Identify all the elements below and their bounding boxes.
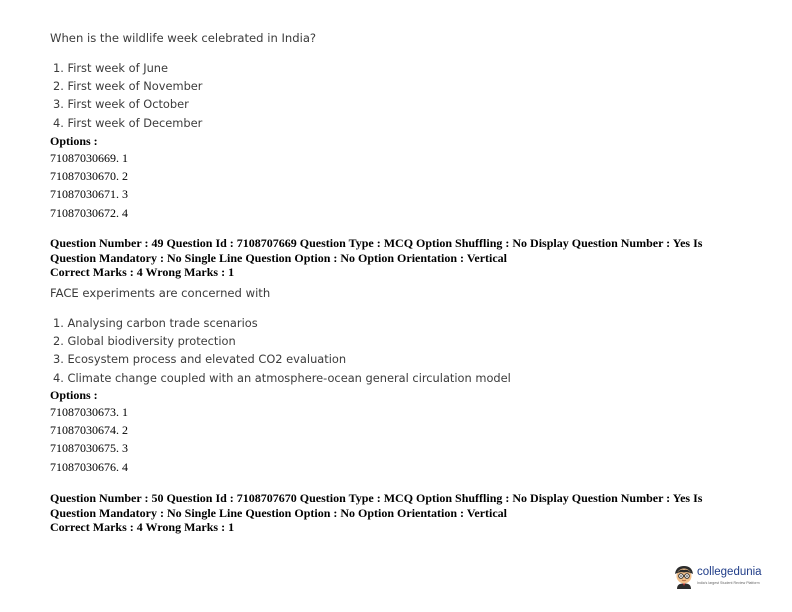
meta-line: Question Number : 50 Question Id : 7108707670 Question Type : MCQ Option Shuffling : No Display Question Number : Yes Is xyxy=(50,491,703,505)
option-id-list xyxy=(50,403,128,476)
student-mascot-icon xyxy=(672,564,696,590)
question-meta xyxy=(50,236,750,280)
choice-item: 3. Ecosystem process and elevated CO2 evaluation xyxy=(53,352,347,367)
option-id-item: 71087030671. 3 xyxy=(50,187,128,202)
choice-item: 2. Global biodiversity protection xyxy=(53,334,236,349)
options-label: Options : xyxy=(50,134,98,148)
question-meta xyxy=(50,491,750,535)
meta-line: Question Mandatory : No Single Line Question Option : No Option Orientation : Vertical xyxy=(50,505,508,520)
choice-list xyxy=(53,314,511,387)
option-id-item: 71087030675. 3 xyxy=(50,441,128,456)
choice-item: 4. First week of December xyxy=(53,115,203,130)
choice-item: 4. Climate change coupled with an atmosphere-ocean general circulation model xyxy=(53,370,511,385)
meta-line: Question Mandatory : No Single Line Question Option : No Option Orientation : Vertical xyxy=(50,250,508,265)
option-id-item: 71087030674. 2 xyxy=(50,423,128,438)
logo-wordmark: collegedunia xyxy=(697,566,762,578)
choice-item: 2. First week of November xyxy=(53,79,203,94)
option-id-item: 71087030670. 2 xyxy=(50,169,128,184)
marks-line: Correct Marks : 4 Wrong Marks : 1 xyxy=(50,265,235,280)
question-text: When is the wildlife week celebrated in India? xyxy=(50,31,317,45)
choice-item: 3. First week of October xyxy=(53,97,189,112)
options-label: Options : xyxy=(50,388,98,402)
choice-item: 1. Analysing carbon trade scenarios xyxy=(53,316,258,330)
option-id-item: 71087030676. 4 xyxy=(50,459,128,474)
question-text: FACE experiments are concerned with xyxy=(50,286,271,300)
option-id-item: 71087030672. 4 xyxy=(50,205,128,220)
choice-item: 1. First week of June xyxy=(53,61,169,75)
marks-line: Correct Marks : 4 Wrong Marks : 1 xyxy=(50,520,235,535)
choice-list xyxy=(53,59,203,132)
option-id-item: 71087030673. 1 xyxy=(50,405,128,419)
logo-tagline: India's largest Student Review Platform xyxy=(697,581,760,585)
option-id-item: 71087030669. 1 xyxy=(50,151,128,165)
meta-line: Question Number : 49 Question Id : 7108707669 Question Type : MCQ Option Shuffling : No Display Question Number : Yes Is xyxy=(50,236,703,250)
collegedunia-logo xyxy=(672,562,772,594)
option-id-list xyxy=(50,149,128,222)
